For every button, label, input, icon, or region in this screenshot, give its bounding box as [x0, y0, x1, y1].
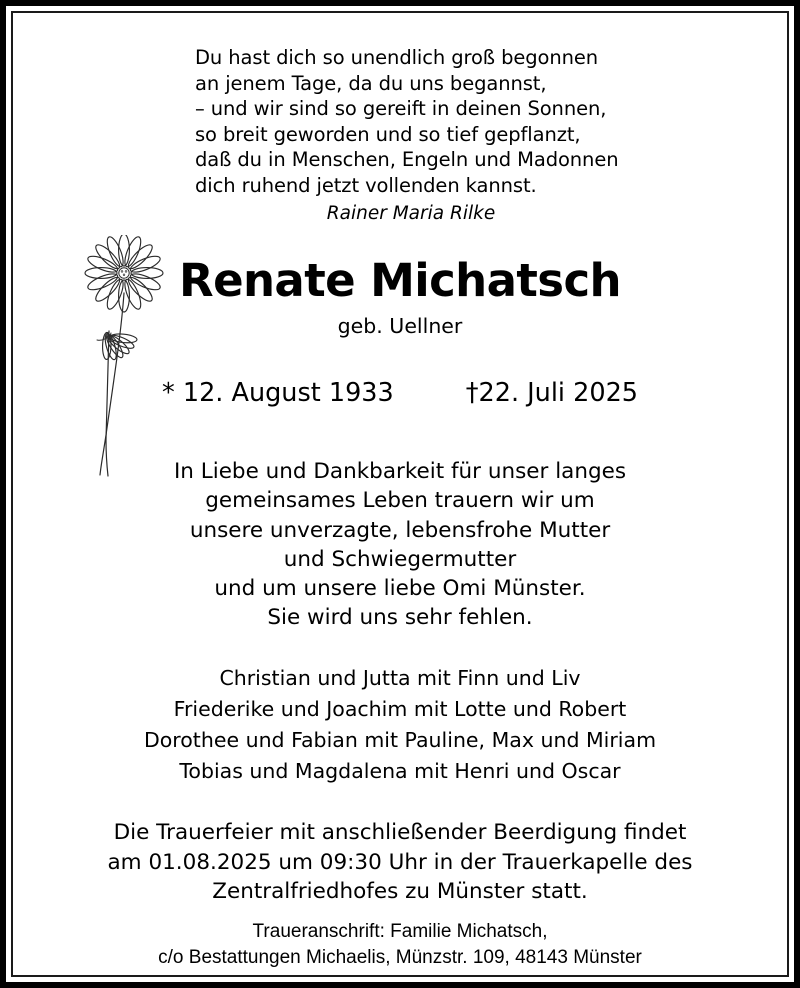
- verse-line: so breit geworden und so tief gepflanzt,: [195, 122, 581, 146]
- address-line: c/o Bestattungen Michaelis, Münzstr. 109, 48143 Münster: [158, 947, 642, 968]
- tribute-line: unsere unverzagte, lebensfrohe Mutter: [189, 517, 611, 543]
- survivor-line: Christian und Jutta mit Finn und Liv: [219, 666, 581, 690]
- verse-line: dich ruhend jetzt vollenden kannst.: [195, 173, 537, 197]
- survivor-line: Tobias und Magdalena mit Henri und Oscar: [179, 759, 621, 783]
- address-line: Traueranschrift: Familie Michatsch,: [252, 921, 548, 942]
- verse-line: daß du in Menschen, Engeln und Madonnen: [195, 148, 619, 172]
- memorial-verse: [195, 45, 635, 227]
- survivor-line: Friederike und Joachim mit Lotte und Robert: [173, 697, 627, 721]
- survivors-list: [13, 663, 787, 787]
- deceased-full-name: Renate Michatsch: [179, 254, 621, 307]
- tribute-line: Sie wird uns sehr fehlen.: [267, 605, 533, 631]
- verse-line: an jenem Tage, da du uns begannst,: [195, 71, 547, 95]
- deceased-maiden-name: geb. Uellner: [337, 314, 463, 338]
- border-gap: [6, 6, 794, 982]
- life-dates: [13, 376, 787, 410]
- death-date: †22. Juli 2025: [465, 378, 639, 408]
- verse-author: Rainer Maria Rilke: [326, 202, 496, 224]
- service-line: am 01.08.2025 um 09:30 Uhr in der Trauerkapelle des: [107, 849, 693, 875]
- service-line: Die Trauerfeier mit anschließender Beerdigung findet: [113, 820, 687, 845]
- deceased-name-block: [13, 253, 787, 341]
- verse-line: – und wir sind so gereift in deinen Sonnen,: [195, 97, 607, 121]
- tribute-line: und Schwiegermutter: [283, 546, 517, 572]
- tribute-line: gemeinsames Leben trauern wir um: [205, 488, 595, 514]
- service-line: Zentralfriedhofes zu Münster statt.: [212, 879, 588, 904]
- tribute-line: und um unsere liebe Omi Münster.: [214, 576, 586, 602]
- notice-content-area: [11, 11, 789, 977]
- survivor-line: Dorothee und Fabian mit Pauline, Max und Miriam: [143, 728, 657, 752]
- condolence-address: [13, 919, 787, 971]
- verse-line: Du hast dich so unendlich groß begonnen: [195, 46, 599, 69]
- birth-date: * 12. August 1933: [161, 378, 394, 408]
- funeral-service-details: [13, 818, 787, 907]
- tribute-line: In Liebe und Dankbarkeit für unser langes: [173, 459, 627, 484]
- tribute-text: [13, 457, 787, 633]
